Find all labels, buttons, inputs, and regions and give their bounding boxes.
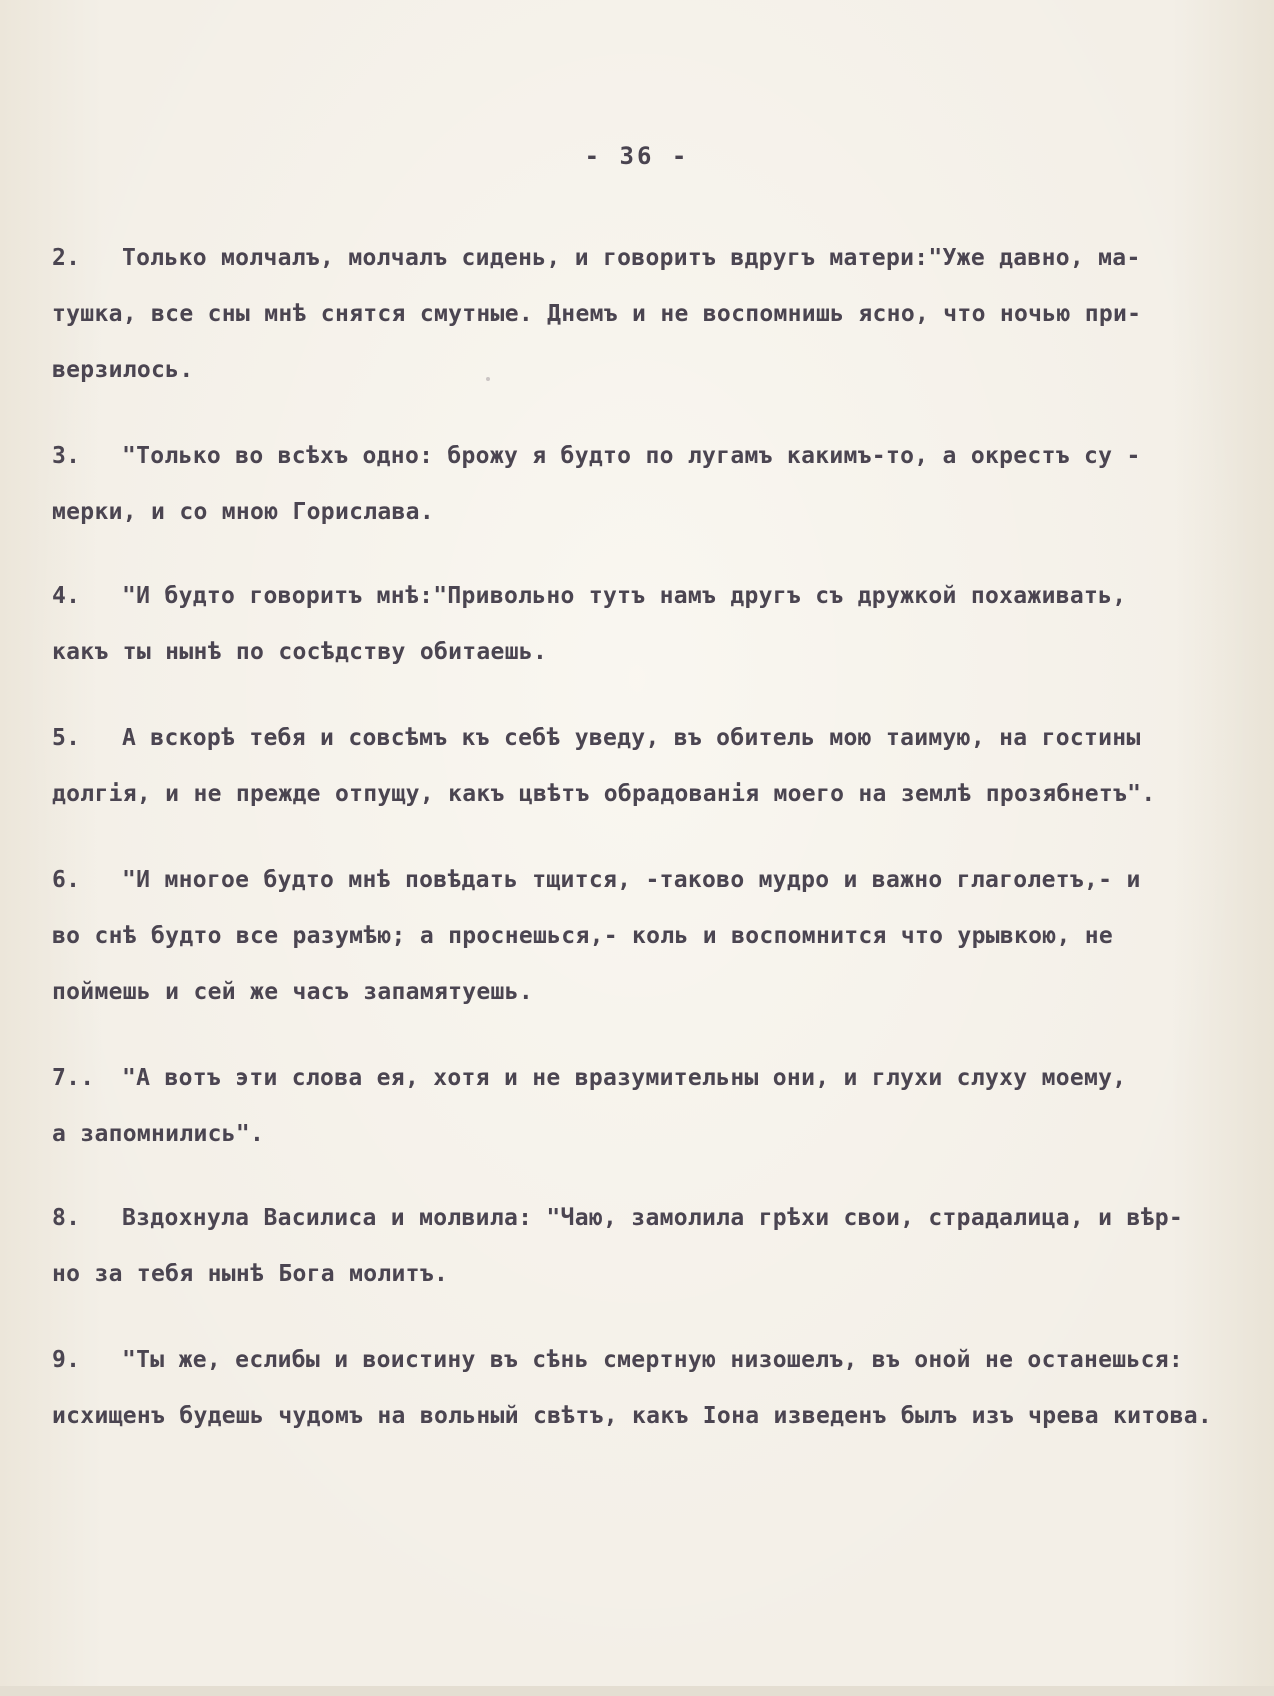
paragraph-line <box>52 1050 1232 1106</box>
paragraph-number: 7.. <box>52 1065 95 1091</box>
paragraph-8 <box>52 1190 1232 1302</box>
paragraph-text: тушка, все сны мнѣ снятся смутные. Днемъ и не воспомнишь ясно, что ночью при- <box>52 301 1142 327</box>
ink-speck <box>486 377 490 381</box>
paragraph-5 <box>52 710 1232 822</box>
paragraph-number: 5. <box>52 725 81 751</box>
paragraph-7 <box>52 1050 1232 1162</box>
paragraph-line <box>52 964 1232 1020</box>
paragraph-text: "Ты же, еслибы и воистину въ сѣнь смертную низошелъ, въ оной не останешься: <box>122 1347 1184 1373</box>
paragraph-text: верзилось. <box>52 357 194 383</box>
paragraph-number: 9. <box>52 1347 81 1373</box>
paragraph-line <box>52 1106 1232 1162</box>
page-number: - 36 - <box>584 142 690 170</box>
paragraph-text: но за тебя нынѣ Бога молитъ. <box>52 1261 449 1287</box>
paragraph-text: мерки, и со мною Горислава. <box>52 499 434 525</box>
ink-speck <box>58 1213 61 1216</box>
paragraph-line <box>52 908 1232 964</box>
paragraph-line <box>52 342 1232 398</box>
paragraph-text: поймешь и сей же часъ запамятуешь. <box>52 979 534 1005</box>
paragraph-line <box>52 1388 1232 1444</box>
paragraph-text: исхищенъ будешь чудомъ на вольный свѣтъ, какъ Іона изведенъ былъ изъ чрева китова. <box>52 1403 1213 1429</box>
paragraph-line <box>52 428 1232 484</box>
paragraph-text: "А вотъ эти слова ея, хотя и не вразумительны они, и глухи слуху моему, <box>122 1065 1127 1091</box>
paragraph-6 <box>52 852 1232 1020</box>
paragraph-text: какъ ты нынѣ по сосѣдству обитаешь. <box>52 639 548 665</box>
paragraph-text: "Только во всѣхъ одно: брожу я будто по лугамъ какимъ-то, а окрестъ су - <box>122 443 1141 469</box>
paragraph-line <box>52 1190 1232 1246</box>
paragraph-text: Вздохнула Василиса и молвила: "Чаю, замолила грѣхи свои, страдалица, и вѣр- <box>122 1205 1184 1231</box>
paragraph-text: а запомнились". <box>52 1121 265 1147</box>
paragraph-text: "И многое будто мнѣ повѣдать тщится, -таково мудро и важно глаголетъ,- и <box>122 867 1141 893</box>
paragraph-9 <box>52 1332 1232 1444</box>
paragraph-number: 6. <box>52 867 81 893</box>
paragraph-line <box>52 766 1232 822</box>
paragraph-line <box>52 286 1232 342</box>
paragraph-text: во снѣ будто все разумѣю; а проснешься,- коль и воспомнится что урывкою, не <box>52 923 1114 949</box>
paragraph-text: Только молчалъ, молчалъ сидень, и говоритъ вдругъ матери:"Уже давно, ма- <box>122 245 1141 271</box>
paragraph-number: 8. <box>52 1205 81 1231</box>
paragraph-4 <box>52 568 1232 680</box>
paragraph-line <box>52 1246 1232 1302</box>
paragraph-3 <box>52 428 1232 540</box>
paragraph-line <box>52 484 1232 540</box>
paragraph-number: 3. <box>52 443 81 469</box>
paragraph-line <box>52 710 1232 766</box>
paragraph-line <box>52 852 1232 908</box>
paragraph-text: долгія, и не прежде отпущу, какъ цвѣтъ обрадованія моего на землѣ прозябнетъ". <box>52 781 1156 807</box>
paragraph-number: 4. <box>52 583 81 609</box>
paragraph-line <box>52 1332 1232 1388</box>
paragraph-line <box>52 230 1232 286</box>
paragraph-text: "И будто говоритъ мнѣ:"Привольно тутъ намъ другъ съ дружкой похаживать, <box>122 583 1127 609</box>
paragraph-line <box>52 568 1232 624</box>
paragraph-number: 2. <box>52 245 81 271</box>
paragraph-line <box>52 624 1232 680</box>
paragraph-2 <box>52 230 1232 398</box>
paragraph-text: А вскорѣ тебя и совсѣмъ къ себѣ уведу, въ обитель мою таимую, на гостины <box>122 725 1141 751</box>
